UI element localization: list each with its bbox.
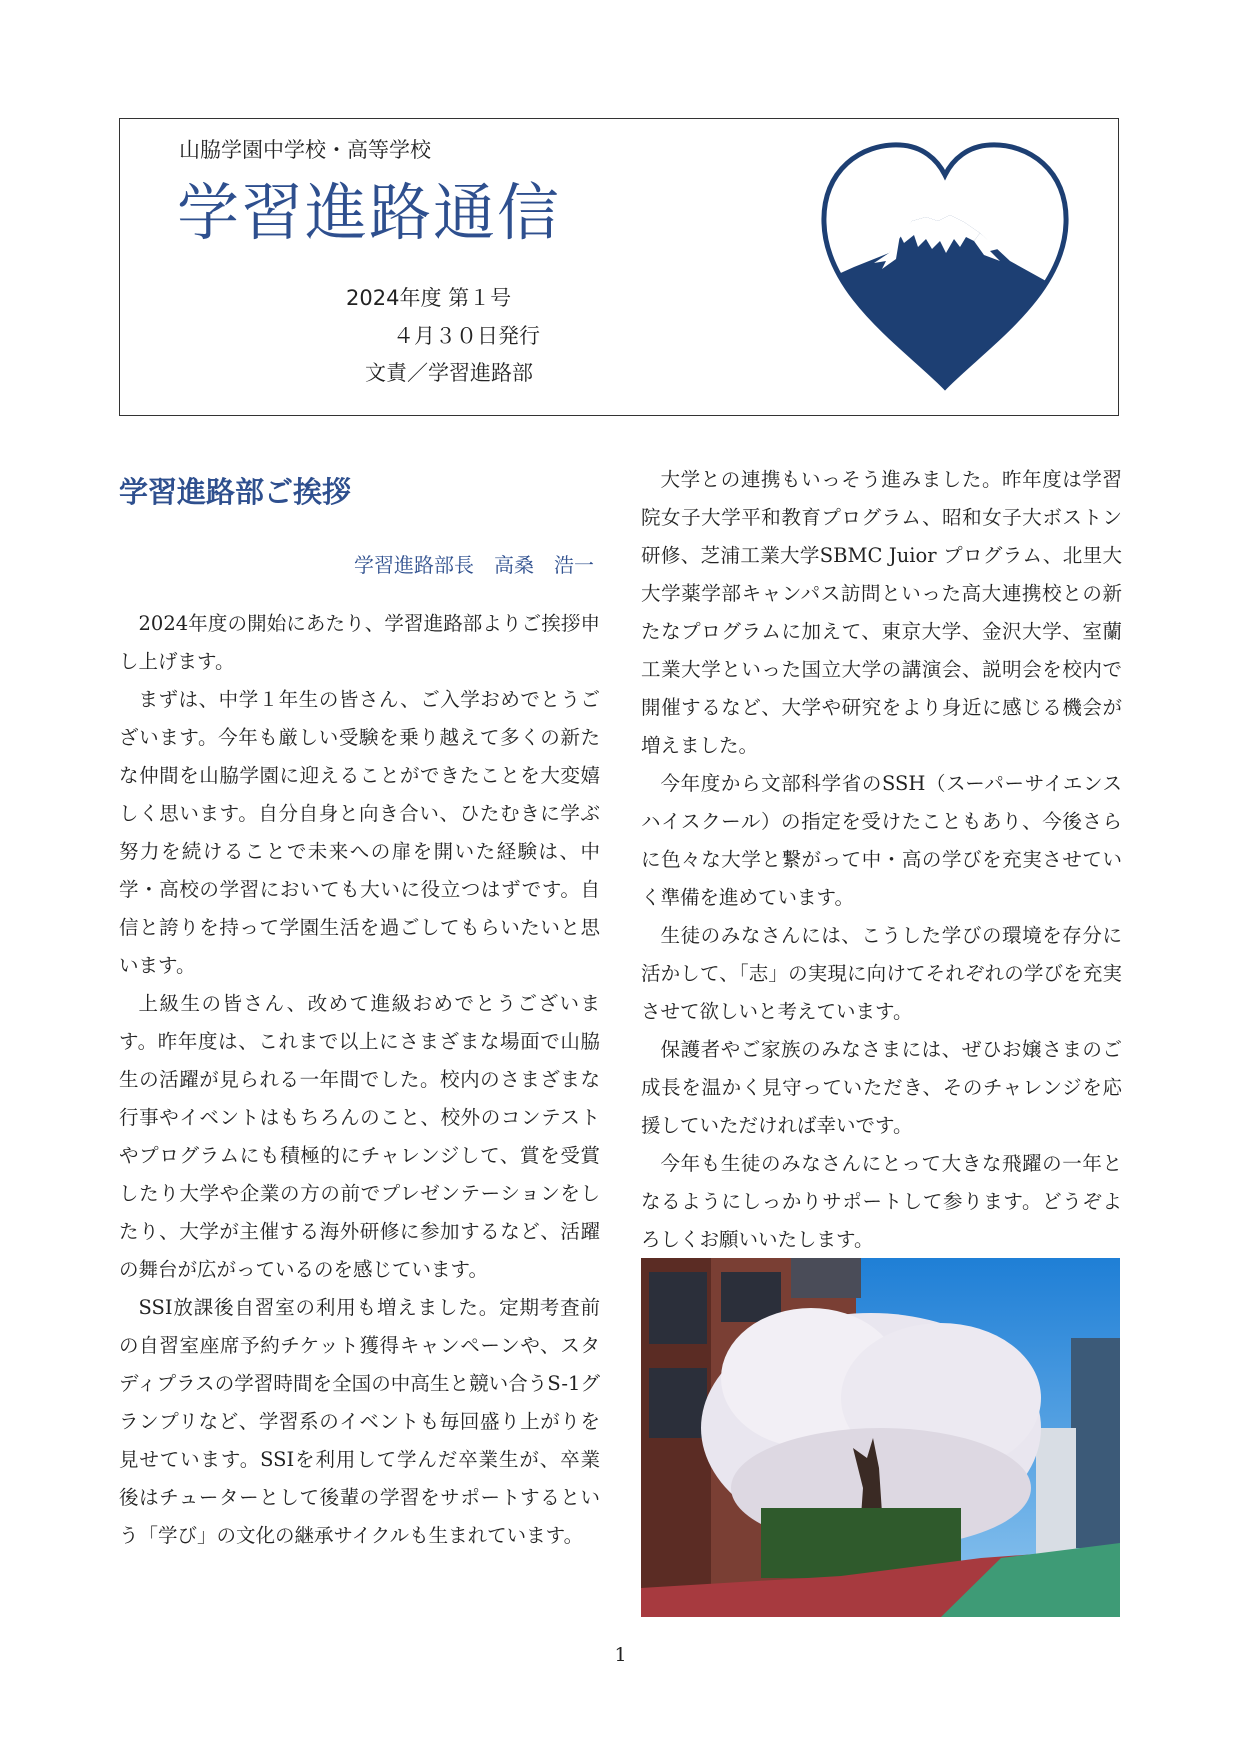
article-paragraph: まずは、中学１年生の皆さん、ご入学おめでとうございます。今年も厳しい受験を乗り越えて多くの新たな仲間を山脇学園に迎えることができたことを大変嬉しく思います。自分自身と向き合い、ひたむきに学ぶ努力を続けることで未来への扉を開いた経験は、中学・高校の学習においても大いに役立つはずです。自信と誇りを持って学園生活を過ごしてもらいたいと思います。 bbox=[119, 688, 600, 977]
article-paragraph: 保護者やご家族のみなさまには、ぜひお嬢さまのご成長を温かく見守っていただき、そのチャレンジを応援していただければ幸いです。 bbox=[641, 1038, 1122, 1137]
article-right-column bbox=[641, 461, 1122, 1259]
article-left-column bbox=[119, 470, 600, 1555]
article-paragraph: SSI放課後自習室の利用も増えました。定期考査前の自習室座席予約チケット獲得キャンペーンや、スタディプラスの学習時間を全国の中高生と競い合うS-1グランプリなど、学習系のイベントも毎回盛り上がりを見せています。SSIを利用して学んだ卒業生が、卒業後はチューターとして後輩の学習をサポートするという「学び」の文化の継承サイクルも生まれています。 bbox=[119, 1296, 600, 1547]
article-paragraph: 生徒のみなさんには、こうした学びの環境を存分に活かして、「志」の実現に向けてそれぞれの学びを充実させて欲しいと考えています。 bbox=[641, 924, 1122, 1023]
issue-number: 2024年度 第１号 bbox=[346, 286, 512, 310]
article-paragraph: 今年も生徒のみなさんにとって大きな飛躍の一年となるようにしっかりサポートして参ります。どうぞよろしくお願いいたします。 bbox=[641, 1152, 1122, 1251]
masthead bbox=[119, 118, 1119, 416]
publication-date: ４月３０日発行 bbox=[393, 324, 540, 348]
article-paragraph: 今年度から文部科学省のSSH（スーパーサイエンスハイスクール）の指定を受けたこともあり、今後さらに色々な大学と繋がって中・高の学びを充実させていく準備を進めています。 bbox=[641, 772, 1122, 909]
article-author: 学習進路部長 高桑 浩一 bbox=[354, 553, 594, 577]
school-logo-icon bbox=[814, 135, 1076, 397]
article-paragraph: 上級生の皆さん、改めて進級おめでとうございます。昨年度は、これまで以上にさまざまな場面で山脇生の活躍が見られる一年間でした。校内のさまざまな行事やイベントはもちろんのこと、校外のコンテストやプログラムにも積極的にチャレンジして、賞を受賞したり大学や企業の方の前でプレゼンテーションをしたり、大学が主催する海外研修に参加するなど、活躍の舞台が広がっているのを感じています。 bbox=[119, 992, 600, 1281]
newsletter-title: 学習進路通信 bbox=[177, 176, 562, 249]
cherry-blossom-photo bbox=[641, 1258, 1120, 1617]
article-paragraph: 大学との連携もいっそう進みました。昨年度は学習院女子大学平和教育プログラム、昭和女子大ボストン研修、芝浦工業大学SBMC Juior プログラム、北里大大学薬学部キャンパス訪問といった高大連携校との新たなプログラムに加えて、東京大学、金沢大学、室蘭工業大学といった国立大学の講演会、説明会を校内で開催するなど、大学や研究をより身近に感じる機会が増えました。 bbox=[641, 468, 1122, 757]
article-heading: 学習進路部ご挨拶 bbox=[119, 475, 352, 509]
page-number: 1 bbox=[614, 1644, 627, 1666]
cherry-blossom-image-icon bbox=[641, 1258, 1120, 1617]
editor-credit: 文責／学習進路部 bbox=[365, 361, 533, 385]
article-paragraph: 2024年度の開始にあたり、学習進路部よりご挨拶申し上げます。 bbox=[119, 612, 600, 673]
school-name: 山脇学園中学校・高等学校 bbox=[179, 138, 431, 162]
